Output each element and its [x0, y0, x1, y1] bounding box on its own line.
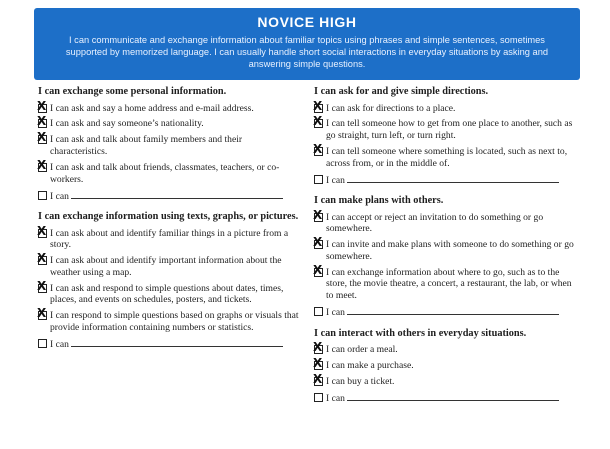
- can-do-item: [313, 98, 576, 115]
- checked-checkbox[interactable]: [37, 130, 47, 145]
- write-in-field: [326, 392, 576, 405]
- write-in-item: [38, 338, 300, 351]
- can-do-section: [314, 328, 576, 405]
- write-in-label: I can: [50, 190, 69, 202]
- item-text: I can ask and say a home address and e-mail address.: [50, 102, 254, 114]
- can-do-section: [314, 195, 576, 318]
- write-in-label: I can: [326, 393, 345, 405]
- checked-checkbox[interactable]: [313, 235, 323, 250]
- checked-checkbox[interactable]: [37, 278, 47, 293]
- can-do-item: [313, 235, 576, 262]
- write-in-field: [326, 306, 576, 319]
- can-do-item: [313, 372, 576, 388]
- item-text: I can exchange information about where to go, such as to the store, the movie theatre, a concert, a restaurant, the lab, or when to meet.: [326, 266, 572, 302]
- write-in-item: [38, 190, 300, 203]
- empty-checkbox[interactable]: [314, 175, 323, 184]
- x-mark-icon: X: [313, 372, 323, 387]
- can-do-section: [314, 86, 576, 186]
- x-mark-icon: X: [37, 223, 47, 238]
- can-do-item: [313, 207, 576, 235]
- checked-checkbox[interactable]: [313, 207, 323, 222]
- item-text: I can ask about and identify familiar things in a picture from a story.: [50, 227, 289, 251]
- checked-checkbox[interactable]: [313, 372, 323, 387]
- item-text: I can order a meal.: [326, 344, 398, 356]
- item-text: I can buy a ticket.: [326, 376, 395, 388]
- item-text: I can accept or reject an invitation to do something or go somewhere.: [326, 211, 544, 235]
- level-title: NOVICE HIGH: [257, 14, 357, 30]
- checked-checkbox[interactable]: [37, 306, 47, 321]
- can-do-item: [37, 251, 300, 278]
- x-mark-icon: X: [37, 306, 47, 321]
- checked-checkbox[interactable]: [313, 142, 323, 157]
- write-in-line[interactable]: [71, 190, 283, 199]
- section-heading: I can exchange some personal information.: [38, 86, 227, 97]
- write-in-item: [314, 174, 576, 187]
- empty-checkbox[interactable]: [314, 307, 323, 316]
- item-text: I can make a purchase.: [326, 360, 414, 372]
- write-in-item: [314, 306, 576, 319]
- x-mark-icon: X: [37, 251, 47, 266]
- can-do-item: [313, 262, 576, 302]
- write-in-field: [50, 190, 300, 203]
- item-text: I can ask and talk about friends, classmates, teachers, or co-workers.: [50, 162, 280, 185]
- x-mark-icon: X: [313, 340, 323, 355]
- x-mark-icon: X: [313, 98, 323, 113]
- item-text: I can ask and respond to simple questions about dates, times, places, and events on schedules, posters, and tickets.: [50, 282, 284, 306]
- item-text: I can ask for directions to a place.: [326, 102, 456, 114]
- empty-checkbox[interactable]: [314, 393, 323, 402]
- item-text: I can ask and talk about family members and their characteristics.: [50, 134, 243, 158]
- right-column: [314, 86, 576, 414]
- write-in-label: I can: [326, 174, 345, 186]
- can-do-item: [37, 306, 300, 334]
- can-do-item: [313, 356, 576, 372]
- can-do-section: [38, 211, 300, 350]
- write-in-line[interactable]: [347, 392, 559, 401]
- x-mark-icon: X: [37, 114, 47, 129]
- checked-checkbox[interactable]: [313, 98, 323, 113]
- checked-checkbox[interactable]: [37, 114, 47, 129]
- write-in-item: [314, 392, 576, 405]
- x-mark-icon: X: [37, 278, 47, 293]
- item-text: I can tell someone how to get from one place to another, such as go straight, turn left, or turn right.: [326, 118, 573, 142]
- empty-checkbox[interactable]: [38, 339, 47, 348]
- write-in-label: I can: [50, 339, 69, 351]
- write-in-label: I can: [326, 307, 345, 319]
- x-mark-icon: X: [313, 262, 323, 277]
- can-do-item: [37, 158, 300, 185]
- write-in-line[interactable]: [347, 306, 559, 315]
- checked-checkbox[interactable]: [37, 223, 47, 238]
- item-text: I can tell someone where something is located, such as next to, across from, or in the middle of.: [326, 146, 568, 169]
- checked-checkbox[interactable]: [313, 114, 323, 129]
- level-description: I can communicate and exchange information about familiar topics using phrases and simple sentences, sometimes supported by memorized language. I can usually handle short social interactions in everyday situations by asking and answering simple questions.: [65, 35, 549, 69]
- x-mark-icon: X: [313, 207, 323, 222]
- checked-checkbox[interactable]: [37, 98, 47, 113]
- section-heading: I can ask for and give simple directions.: [314, 86, 489, 97]
- x-mark-icon: X: [313, 235, 323, 250]
- x-mark-icon: X: [313, 356, 323, 371]
- item-text: I can respond to simple questions based on graphs or visuals that provide information containing numbers or statistics.: [50, 310, 299, 334]
- can-do-item: [37, 223, 300, 251]
- checked-checkbox[interactable]: [313, 262, 323, 277]
- write-in-line[interactable]: [347, 174, 559, 183]
- can-do-item: [313, 114, 576, 142]
- can-do-section: [38, 86, 300, 202]
- write-in-field: [50, 338, 300, 351]
- write-in-field: [326, 174, 576, 187]
- can-do-item: [37, 114, 300, 130]
- x-mark-icon: X: [37, 98, 47, 113]
- checked-checkbox[interactable]: [37, 251, 47, 266]
- write-in-line[interactable]: [71, 338, 283, 347]
- section-heading: I can interact with others in everyday situations.: [314, 327, 527, 339]
- can-do-item: [37, 98, 300, 115]
- can-do-item: [37, 130, 300, 158]
- level-banner: [34, 8, 580, 80]
- can-do-item: [37, 278, 300, 306]
- checked-checkbox[interactable]: [37, 158, 47, 173]
- x-mark-icon: X: [313, 114, 323, 129]
- checked-checkbox[interactable]: [313, 340, 323, 355]
- can-do-item: [313, 142, 576, 169]
- section-heading: I can exchange information using texts, graphs, or pictures.: [38, 211, 299, 223]
- checked-checkbox[interactable]: [313, 356, 323, 371]
- x-mark-icon: X: [37, 158, 47, 173]
- item-text: I can invite and make plans with someone to do something or go somewhere.: [326, 239, 574, 262]
- empty-checkbox[interactable]: [38, 191, 47, 200]
- item-text: I can ask and say someone’s nationality.: [50, 118, 204, 130]
- x-mark-icon: X: [313, 142, 323, 157]
- section-heading: I can make plans with others.: [314, 195, 444, 207]
- x-mark-icon: X: [37, 130, 47, 145]
- item-text: I can ask about and identify important information about the weather using a map.: [50, 255, 282, 278]
- can-do-item: [313, 340, 576, 356]
- left-column: [38, 86, 300, 360]
